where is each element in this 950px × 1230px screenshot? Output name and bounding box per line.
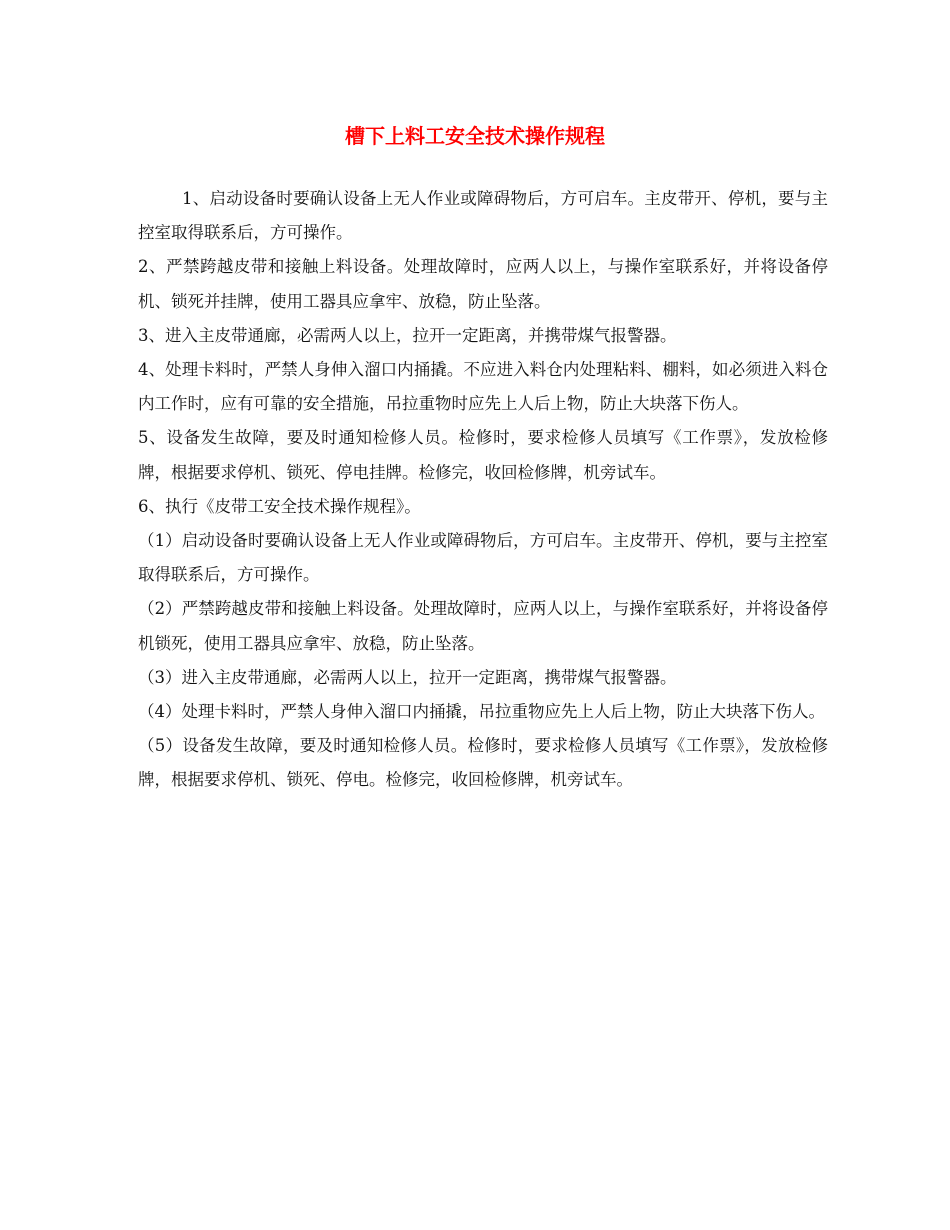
- sub-item-1: （1）启动设备时要确认设备上无人作业或障碍物后，方可启车。主皮带开、停机，要与主控室取得联系后，方可操作。: [138, 531, 828, 585]
- sub-item-2: （2）严禁跨越皮带和接触上料设备。处理故障时，应两人以上，与操作室联系好，并将设备停机锁死，使用工器具应拿牢、放稳，防止坠落。: [138, 599, 828, 653]
- sub-item-4: （4）处理卡料时，严禁人身伸入溜口内捅撬，吊拉重物应先上人后上物，防止大块落下伤人。: [138, 702, 825, 722]
- document-body: [138, 182, 828, 798]
- paragraph-2: 2、严禁跨越皮带和接触上料设备。处理故障时，应两人以上，与操作室联系好，并将设备停机、锁死并挂牌，使用工器具应拿牢、放稳，防止坠落。: [138, 257, 828, 311]
- paragraph-4: 4、处理卡料时，严禁人身伸入溜口内捅撬。不应进入料仓内处理粘料、棚料，如必须进入料仓内工作时，应有可靠的安全措施，吊拉重物时应先上人后上物，防止大块落下伤人。: [138, 360, 828, 414]
- sub-item-5: （5）设备发生故障，要及时通知检修人员。检修时，要求检修人员填写《工作票》，发放检修牌，根据要求停机、锁死、停电。检修完，收回检修牌，机旁试车。: [138, 736, 828, 790]
- paragraph-3: 3、进入主皮带通廊，必需两人以上，拉开一定距离，并携带煤气报警器。: [138, 325, 677, 345]
- paragraph-6: 6、执行《皮带工安全技术操作规程》。: [138, 496, 421, 516]
- document-title: 槽下上料工安全技术操作规程: [345, 124, 605, 148]
- paragraph-5: 5、设备发生故障，要及时通知检修人员。检修时，要求检修人员填写《工作票》，发放检修牌，根据要求停机、锁死、停电挂牌。检修完，收回检修牌，机旁试车。: [138, 428, 828, 482]
- sub-item-3: （3）进入主皮带通廊，必需两人以上，拉开一定距离，携带煤气报警器。: [138, 667, 677, 687]
- paragraph-1: 1、启动设备时要确认设备上无人作业或障碍物后，方可启车。主皮带开、停机，要与主控室取得联系后，方可操作。: [138, 189, 828, 243]
